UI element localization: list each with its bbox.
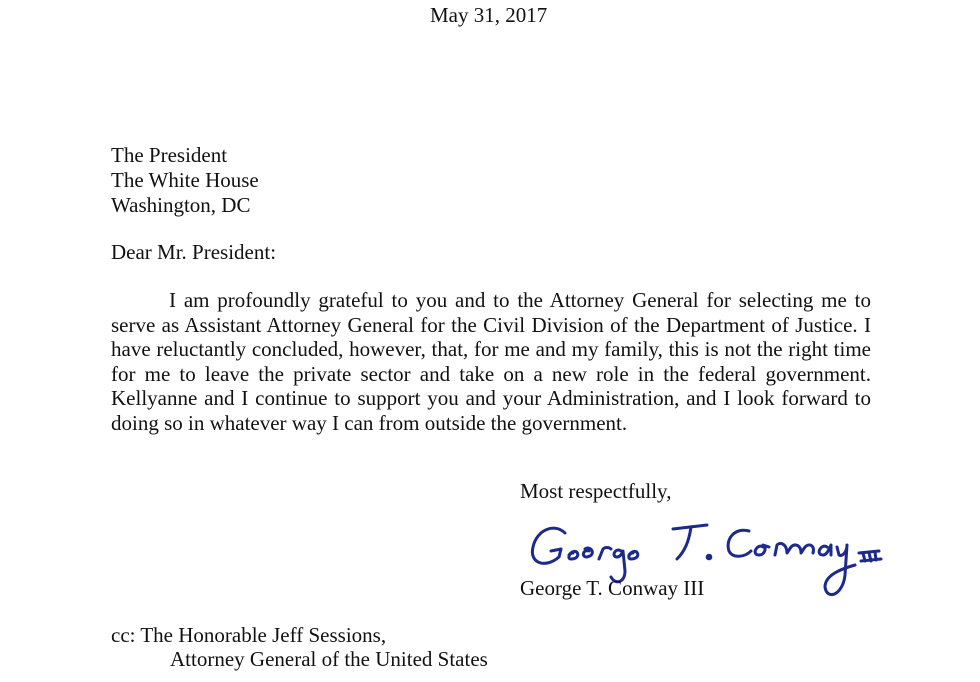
cc-line-2: Attorney General of the United States xyxy=(170,647,488,671)
salutation: Dear Mr. President: xyxy=(111,240,277,264)
letter-body: I am profoundly grateful to you and to the Attorney General for selecting me to serve as Assistant Attorney General for the Civil Division of the Department of Justice. I have reluctantly concluded, however, that, for me and my family, this is not the right time for me to leave the private sector and take on a new role in the federal government. Kellyanne and I continue to support you and your Administration, and I look forward to doing so in whatever way I can from outside the government. xyxy=(111,288,871,435)
closing: Most respectfully, xyxy=(520,479,672,503)
cc-line-1: cc: The Honorable Jeff Sessions, xyxy=(111,623,387,647)
recipient-line-3: Washington, DC xyxy=(111,193,251,217)
letter-date: May 31, 2017 xyxy=(430,3,548,27)
recipient-line-1: The President xyxy=(111,143,228,167)
recipient-line-2: The White House xyxy=(111,168,259,192)
signer-name: George T. Conway III xyxy=(520,576,705,600)
